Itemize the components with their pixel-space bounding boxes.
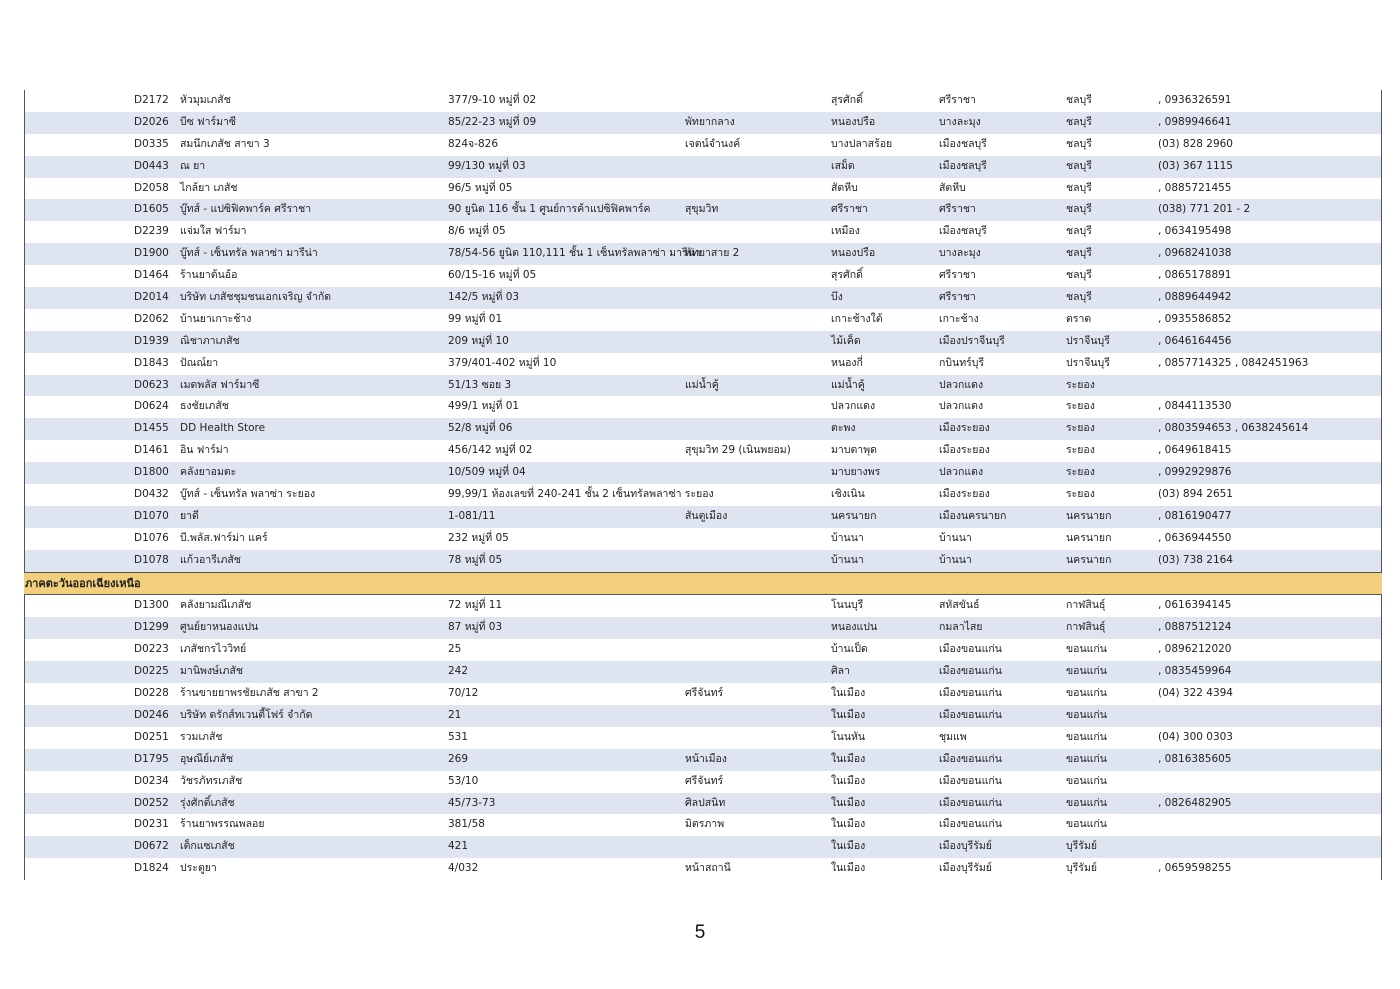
cell-addr: 377/9-10 หมู่ที่ 02 (448, 94, 537, 106)
cell-prov: ชลบุรี (1066, 115, 1092, 128)
cell-tel: (038) 771 201 - 2 (1158, 203, 1251, 216)
cell-tel: , 0992929876 (1158, 466, 1232, 479)
cell-addr: 824จ-826 (448, 137, 499, 150)
cell-tel: , 0857714325 , 0842451963 (1158, 356, 1309, 369)
cell-road: ศรีจันทร์ (685, 687, 724, 700)
cell-prov: ขอนแก่น (1066, 752, 1107, 765)
cell-name: มานิพงษ์เภสัช (180, 665, 244, 678)
cell-code: D1299 (134, 621, 169, 634)
table-row (25, 771, 1381, 793)
cell-prov: ขอนแก่น (1066, 643, 1107, 656)
cell-name: แจ่มใส ฟาร์มา (180, 225, 247, 238)
cell-dist: กบินทร์บุรี (939, 356, 985, 369)
cell-code: D2172 (134, 94, 169, 106)
cell-name: คลังยามณีเภสัช (180, 599, 252, 612)
cell-prov: นครนายก (1066, 509, 1112, 522)
cell-sub: บึง (831, 291, 843, 304)
cell-name: บู๊ทส์ - เซ็นทรัล พลาซ่า ระยอง (180, 488, 316, 501)
cell-prov: ชลบุรี (1066, 94, 1092, 106)
table-row (25, 858, 1381, 880)
cell-sub: ในเมือง (831, 862, 866, 875)
cell-sub: ในเมือง (831, 796, 866, 809)
cell-dist: เมืองชลบุรี (939, 137, 987, 150)
cell-name: บี.พลัส.ฟาร์ม่า แคร์ (180, 531, 268, 544)
table-row (25, 221, 1381, 243)
cell-code: D2062 (134, 312, 169, 325)
cell-code: D1900 (134, 247, 169, 260)
cell-addr: 499/1 หมู่ที่ 01 (448, 400, 520, 413)
cell-tel: (04) 322 4394 (1158, 687, 1233, 700)
cell-road: เจตน์จำนงค์ (685, 137, 741, 150)
cell-tel: , 0968241038 (1158, 247, 1232, 260)
cell-sub: บ้านนา (831, 531, 864, 544)
cell-sub: เสม็ด (831, 159, 855, 172)
cell-code: D0624 (134, 400, 169, 413)
cell-prov: ชลบุรี (1066, 203, 1092, 216)
cell-road: สันตูเมือง (685, 509, 728, 522)
cell-sub: ปลวกแดง (831, 400, 876, 413)
table-row (25, 814, 1381, 836)
cell-sub: ไม้เค็ด (831, 334, 861, 347)
cell-road: ศรีจันทร์ (685, 774, 724, 787)
cell-tel: (03) 367 1115 (1158, 159, 1233, 172)
table-row (25, 550, 1381, 572)
cell-code: D2026 (134, 115, 169, 128)
cell-tel: , 0649618415 (1158, 444, 1232, 457)
cell-dist: ศรีราชา (939, 203, 976, 216)
cell-sub: ในเมือง (831, 687, 866, 700)
cell-sub: หนองแปน (831, 621, 878, 634)
cell-prov: บุรีรัมย์ (1066, 862, 1098, 875)
cell-sub: เหมือง (831, 225, 860, 238)
cell-prov: ชลบุรี (1066, 225, 1092, 238)
cell-addr: 8/6 หมู่ที่ 05 (448, 225, 506, 238)
cell-addr: 269 (448, 752, 469, 765)
cell-dist: เมืองระยอง (939, 488, 990, 501)
cell-addr: 209 หมู่ที่ 10 (448, 334, 509, 347)
cell-sub: สุรศักดิ์ (831, 94, 863, 106)
table-row (25, 749, 1381, 771)
cell-dist: ศรีราชา (939, 269, 976, 282)
cell-name: รวมเภสัช (180, 730, 223, 743)
table-row (25, 265, 1381, 287)
cell-sub: หนองปรือ (831, 115, 876, 128)
cell-code: D2014 (134, 291, 169, 304)
cell-tel: , 0896212020 (1158, 643, 1232, 656)
cell-code: D0223 (134, 643, 169, 656)
cell-dist: เมืองปราจีนบุรี (939, 334, 1005, 347)
cell-dist: เมืองขอนแก่น (939, 752, 1002, 765)
cell-name: บีซ ฟาร์มาซี (180, 115, 237, 128)
table-row (25, 90, 1381, 112)
cell-addr: 379/401-402 หมู่ที่ 10 (448, 356, 557, 369)
cell-addr: 99/130 หมู่ที่ 03 (448, 159, 526, 172)
cell-dist: เมืองขอนแก่น (939, 818, 1002, 831)
table-row (25, 440, 1381, 462)
cell-dist: กมลาไสย (939, 621, 983, 634)
cell-tel: , 0889644942 (1158, 291, 1232, 304)
cell-prov: ขอนแก่น (1066, 796, 1107, 809)
table-row (25, 418, 1381, 440)
cell-dist: เมืองขอนแก่น (939, 708, 1002, 721)
cell-prov: ขอนแก่น (1066, 818, 1107, 831)
cell-prov: นครนายก (1066, 531, 1112, 544)
cell-tel: , 0816385605 (1158, 752, 1232, 765)
cell-dist: ศรีราชา (939, 94, 976, 106)
table-row (25, 396, 1381, 418)
cell-tel: , 0659598255 (1158, 862, 1232, 875)
cell-tel: , 0646164456 (1158, 334, 1232, 347)
cell-addr: 456/142 หมู่ที่ 02 (448, 444, 533, 457)
cell-name: คลังยาอมตะ (180, 466, 237, 479)
cell-addr: 51/13 ซอย 3 (448, 378, 512, 391)
cell-sub: ตะพง (831, 422, 856, 435)
cell-addr: 87 หมู่ที่ 03 (448, 621, 503, 634)
cell-tel: , 0634195498 (1158, 225, 1232, 238)
cell-dist: บางละมุง (939, 115, 981, 128)
cell-addr: 78 หมู่ที่ 05 (448, 553, 503, 566)
cell-code: D1795 (134, 752, 169, 765)
cell-name: บู๊ทส์ - แปซิฟิคพาร์ค ศรีราชา (180, 203, 312, 216)
cell-tel: , 0935586852 (1158, 312, 1232, 325)
cell-name: บริษัท ดรักส์ทเวนตี้โฟร์ จำกัด (180, 708, 313, 721)
cell-road: พัทยาสาย 2 (685, 247, 740, 260)
cell-name: ร้านขายยาพรชัยเภสัช สาขา 2 (180, 687, 319, 700)
cell-name: สมนึกเภสัช สาขา 3 (180, 137, 270, 150)
cell-road: หน้าเมือง (685, 752, 727, 765)
cell-name: อุษณีย์เภสัช (180, 752, 234, 765)
cell-addr: 21 (448, 708, 462, 721)
cell-addr: 90 ยูนิต 116 ชั้น 1 ศูนย์การค้าแปซิฟิคพาร์ค (448, 203, 651, 216)
cell-addr: 96/5 หมู่ที่ 05 (448, 181, 513, 194)
cell-code: D2058 (134, 181, 169, 194)
cell-sub: เชิงเนิน (831, 488, 865, 501)
table-row (25, 528, 1381, 550)
cell-sub: หนองกี่ (831, 356, 863, 369)
cell-tel: , 0989946641 (1158, 115, 1232, 128)
cell-name: ร้านยาพรรณพลอย (180, 818, 265, 831)
cell-code: D0231 (134, 818, 169, 831)
table-row (25, 836, 1381, 858)
cell-prov: ขอนแก่น (1066, 774, 1107, 787)
cell-name: ประตูยา (180, 862, 217, 875)
cell-sub: โนนบุรี (831, 599, 864, 612)
cell-dist: เมืองขอนแก่น (939, 687, 1002, 700)
cell-code: D0623 (134, 378, 169, 391)
cell-code: D0251 (134, 730, 169, 743)
cell-name: เต็กแซเภสัช (180, 840, 235, 853)
cell-road: หน้าสถานี (685, 862, 731, 875)
cell-road: ศิลปสนิท (685, 796, 726, 809)
cell-road: สุขุมวิท 29 (เนินพยอม) (685, 444, 791, 457)
cell-sub: ในเมือง (831, 774, 866, 787)
region-header: ภาคตะวันออกเฉียงเหนือ (24, 572, 1382, 596)
cell-tel: , 0826482905 (1158, 796, 1232, 809)
cell-dist: ศรีราชา (939, 291, 976, 304)
table-row (25, 243, 1381, 265)
cell-code: D0246 (134, 708, 169, 721)
cell-dist: เมืองชลบุรี (939, 159, 987, 172)
cell-name: บ้านยาเกาะช้าง (180, 312, 252, 325)
cell-name: รุ่งศักดิ์เภสัช (180, 796, 235, 809)
cell-addr: 1-081/11 (448, 509, 496, 522)
cell-sub: ในเมือง (831, 752, 866, 765)
table-row (25, 793, 1381, 815)
cell-name: แก้วอารีเภสัช (180, 553, 241, 566)
cell-prov: ชลบุรี (1066, 269, 1092, 282)
cell-addr: 99 หมู่ที่ 01 (448, 312, 503, 325)
cell-road: สุขุมวิท (685, 203, 719, 216)
cell-code: D1843 (134, 356, 169, 369)
cell-prov: ชลบุรี (1066, 137, 1092, 150)
cell-prov: ระยอง (1066, 378, 1095, 391)
cell-code: D0335 (134, 137, 169, 150)
table-row (25, 484, 1381, 506)
table-body-northeast (25, 595, 1381, 880)
table-row (25, 156, 1381, 178)
cell-code: D2239 (134, 225, 169, 238)
cell-name: บู๊ทส์ - เซ็นทรัล พลาซ่า มารีน่า (180, 247, 318, 260)
cell-addr: 25 (448, 643, 462, 656)
cell-addr: 78/54-56 ยูนิต 110,111 ชั้น 1 เซ็นทรัลพลาซ่า มารีน่า (448, 247, 701, 260)
table-row (25, 683, 1381, 705)
cell-prov: ขอนแก่น (1066, 730, 1107, 743)
cell-dist: สหัสขันธ์ (939, 599, 980, 612)
table-body-east (25, 90, 1381, 572)
cell-prov: ระยอง (1066, 466, 1095, 479)
table-row (25, 595, 1381, 617)
table-row (25, 506, 1381, 528)
cell-sub: สุรศักดิ์ (831, 269, 863, 282)
cell-code: D0228 (134, 687, 169, 700)
cell-prov: กาฬสินธุ์ (1066, 621, 1106, 634)
cell-tel: , 0844113530 (1158, 400, 1232, 413)
cell-prov: ระยอง (1066, 400, 1095, 413)
page-number: 5 (694, 922, 706, 943)
cell-addr: 10/509 หมู่ที่ 04 (448, 466, 526, 479)
cell-road: แม่น้ำคู้ (685, 378, 719, 391)
cell-dist: ปลวกแดง (939, 400, 984, 413)
cell-dist: เมืองบุรีรัมย์ (939, 862, 992, 875)
cell-road: พัทยากลาง (685, 115, 735, 128)
cell-prov: ชลบุรี (1066, 291, 1092, 304)
cell-sub: ศิลา (831, 665, 850, 678)
cell-name: ยาดี (180, 509, 199, 522)
cell-code: D1824 (134, 862, 169, 875)
cell-tel: , 0865178891 (1158, 269, 1232, 282)
table-row (25, 309, 1381, 331)
cell-dist: สัตหีบ (939, 181, 966, 194)
cell-prov: ขอนแก่น (1066, 687, 1107, 700)
cell-sub: บางปลาสร้อย (831, 137, 893, 150)
cell-code: D0672 (134, 840, 169, 853)
cell-addr: 45/73-73 (448, 796, 496, 809)
cell-addr: 99,99/1 ห้องเลขที่ 240-241 ชั้น 2 เซ็นทรัลพลาซ่า ระยอง (448, 488, 714, 501)
cell-prov: ปราจีนบุรี (1066, 356, 1110, 369)
cell-tel: , 0885721455 (1158, 181, 1232, 194)
cell-tel: , 0887512124 (1158, 621, 1232, 634)
cell-sub: ในเมือง (831, 840, 866, 853)
cell-prov: ระยอง (1066, 488, 1095, 501)
cell-prov: กาฬสินธุ์ (1066, 599, 1106, 612)
table-row (25, 462, 1381, 484)
cell-sub: ในเมือง (831, 818, 866, 831)
cell-addr: 85/22-23 หมู่ที่ 09 (448, 115, 537, 128)
cell-name: บริษัท เภสัชชุมชนเอกเจริญ จำกัด (180, 291, 332, 304)
cell-name: DD Health Store (180, 422, 266, 435)
cell-sub: เกาะช้างใต้ (831, 312, 883, 325)
cell-name: ไกล้ยา เภสัช (180, 181, 238, 194)
cell-name: ศูนย์ยาหนองแปน (180, 621, 259, 634)
cell-addr: 70/12 (448, 687, 479, 700)
cell-code: D1078 (134, 553, 169, 566)
table-row (25, 353, 1381, 375)
table-row (25, 727, 1381, 749)
cell-addr: 52/8 หมู่ที่ 06 (448, 422, 513, 435)
cell-addr: 60/15-16 หมู่ที่ 05 (448, 269, 537, 282)
cell-dist: เมืองระยอง (939, 422, 990, 435)
cell-sub: ศรีราชา (831, 203, 868, 216)
cell-dist: เมืองชลบุรี (939, 225, 987, 238)
cell-dist: บ้านนา (939, 553, 972, 566)
cell-name: ณ ยา (180, 159, 206, 172)
cell-tel: (03) 738 2164 (1158, 553, 1233, 566)
cell-name: อิน ฟาร์ม่า (180, 444, 229, 457)
cell-name: เมดพลัส ฟาร์มาซี (180, 378, 260, 391)
cell-prov: ชลบุรี (1066, 181, 1092, 194)
cell-code: D1800 (134, 466, 169, 479)
cell-dist: เกาะช้าง (939, 312, 979, 325)
cell-dist: เมืองนครนายก (939, 509, 1007, 522)
cell-sub: มาบตาพุด (831, 444, 877, 457)
table-row (25, 199, 1381, 221)
table-row (25, 178, 1381, 200)
cell-code: D0443 (134, 159, 169, 172)
cell-code: D1605 (134, 203, 169, 216)
cell-code: D0234 (134, 774, 169, 787)
cell-tel: (03) 828 2960 (1158, 137, 1233, 150)
cell-code: D1939 (134, 334, 169, 347)
cell-prov: ขอนแก่น (1066, 665, 1107, 678)
cell-dist: เมืองระยอง (939, 444, 990, 457)
cell-addr: 53/10 (448, 774, 479, 787)
cell-dist: ชุมแพ (939, 730, 967, 743)
table-row (25, 287, 1381, 309)
cell-code: D1461 (134, 444, 169, 457)
cell-dist: เมืองขอนแก่น (939, 643, 1002, 656)
cell-addr: 531 (448, 730, 469, 743)
cell-sub: ในเมือง (831, 708, 866, 721)
cell-prov: ระยอง (1066, 422, 1095, 435)
cell-sub: โนนหัน (831, 730, 866, 743)
cell-addr: 232 หมู่ที่ 05 (448, 531, 509, 544)
cell-tel: , 0816190477 (1158, 509, 1232, 522)
cell-sub: มาบยางพร (831, 466, 881, 479)
cell-sub: สัตหีบ (831, 181, 858, 194)
cell-code: D1455 (134, 422, 169, 435)
table-row (25, 134, 1381, 156)
cell-dist: เมืองขอนแก่น (939, 774, 1002, 787)
table-row (25, 661, 1381, 683)
cell-code: D0225 (134, 665, 169, 678)
cell-prov: ตราด (1066, 312, 1092, 325)
cell-addr: 381/58 (448, 818, 485, 831)
cell-name: เภสัชกรไววิทย์ (180, 643, 247, 656)
pharmacy-table (24, 90, 1382, 880)
cell-code: D1076 (134, 531, 169, 544)
cell-dist: เมืองบุรีรัมย์ (939, 840, 992, 853)
cell-addr: 72 หมู่ที่ 11 (448, 599, 503, 612)
table-row (25, 331, 1381, 353)
cell-sub: นครนายก (831, 509, 877, 522)
cell-code: D1300 (134, 599, 169, 612)
cell-name: ณิชาภาเภสัช (180, 334, 240, 347)
cell-prov: ปราจีนบุรี (1066, 334, 1110, 347)
cell-dist: เมืองขอนแก่น (939, 796, 1002, 809)
cell-code: D0432 (134, 488, 169, 501)
cell-prov: ขอนแก่น (1066, 708, 1107, 721)
cell-dist: เมืองขอนแก่น (939, 665, 1002, 678)
cell-addr: 142/5 หมู่ที่ 03 (448, 291, 520, 304)
cell-name: หัวมุมเภสัช (180, 94, 231, 106)
table-row (25, 617, 1381, 639)
cell-dist: ปลวกแดง (939, 466, 984, 479)
cell-dist: บางละมุง (939, 247, 981, 260)
table-row (25, 705, 1381, 727)
cell-dist: ปลวกแดง (939, 378, 984, 391)
cell-prov: นครนายก (1066, 553, 1112, 566)
cell-prov: ชลบุรี (1066, 247, 1092, 260)
cell-dist: บ้านนา (939, 531, 972, 544)
cell-sub: แม่น้ำคู้ (831, 378, 865, 391)
table-row (25, 375, 1381, 397)
table-row (25, 112, 1381, 134)
cell-code: D1464 (134, 269, 169, 282)
cell-prov: บุรีรัมย์ (1066, 840, 1098, 853)
cell-name: วัชรภัทรเภสัช (180, 774, 243, 787)
cell-sub: หนองปรือ (831, 247, 876, 260)
table-row (25, 639, 1381, 661)
cell-tel: , 0803594653 , 0638245614 (1158, 422, 1309, 435)
cell-tel: , 0936326591 (1158, 94, 1232, 106)
cell-sub: บ้านนา (831, 553, 864, 566)
cell-addr: 4/032 (448, 862, 479, 875)
cell-prov: ชลบุรี (1066, 159, 1092, 172)
cell-code: D0252 (134, 796, 169, 809)
cell-tel: (03) 894 2651 (1158, 488, 1233, 501)
cell-addr: 242 (448, 665, 469, 678)
cell-name: ร้านยาต้นอ้อ (180, 269, 238, 282)
cell-road: มิตรภาพ (685, 818, 725, 831)
cell-name: ปัณณ์ยา (180, 356, 219, 369)
cell-addr: 421 (448, 840, 469, 853)
cell-tel: , 0616394145 (1158, 599, 1232, 612)
cell-code: D1070 (134, 509, 169, 522)
cell-name: ธงชัยเภสัช (180, 400, 229, 413)
cell-prov: ระยอง (1066, 444, 1095, 457)
cell-tel: , 0636944550 (1158, 531, 1232, 544)
cell-sub: บ้านเป็ด (831, 643, 868, 656)
cell-tel: , 0835459964 (1158, 665, 1232, 678)
cell-tel: (04) 300 0303 (1158, 730, 1233, 743)
